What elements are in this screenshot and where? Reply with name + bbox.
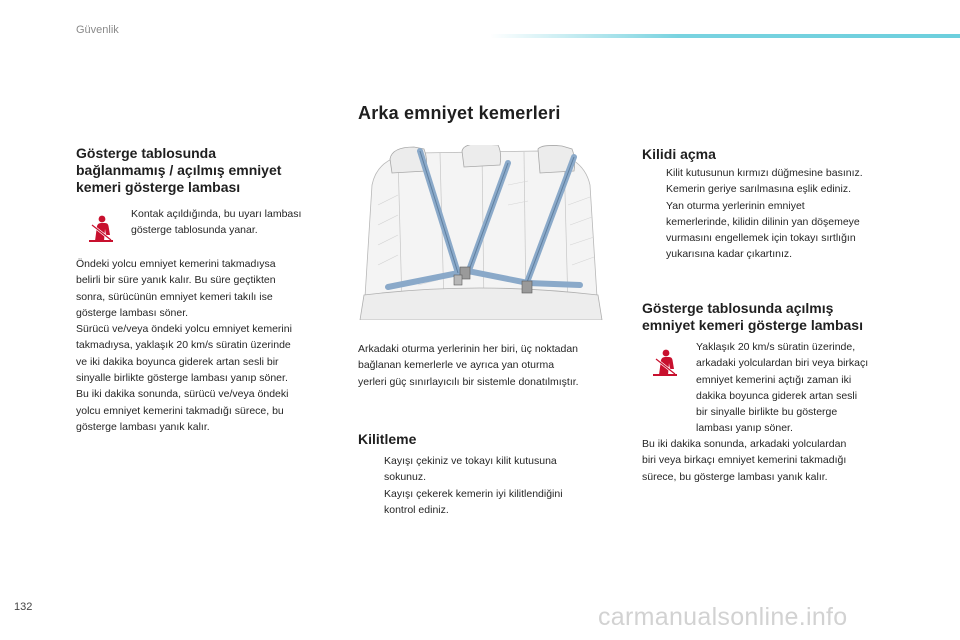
right-body-line: Bu iki dakika sonunda, arkadaki yolculardan bbox=[642, 438, 847, 450]
left-body bbox=[76, 256, 346, 435]
list-item-line: vurmasını engellemek için tokayı sırtlığın bbox=[666, 232, 856, 245]
right-intro bbox=[696, 339, 936, 437]
right-heading-2-line-2: emniyet kemeri gösterge lambası bbox=[642, 317, 863, 333]
left-heading-line-2: bağlanmamış / açılmış emniyet bbox=[76, 162, 282, 178]
list-item-line: Kayışı çekerek kemerin iyi kilitlendiğini bbox=[384, 487, 563, 500]
left-heading bbox=[76, 145, 336, 196]
right-intro-line: emniyet kemerini açtığı zaman iki bbox=[696, 373, 852, 386]
left-body-line: Bu iki dakika sonunda, sürücü ve/veya öndeki bbox=[76, 388, 289, 401]
list-item-line: sokunuz. bbox=[384, 471, 427, 484]
left-heading-line-3: kemeri gösterge lambası bbox=[76, 179, 241, 195]
list-item bbox=[644, 165, 934, 181]
right-heading-2-line-1: Gösterge tablosunda açılmış bbox=[642, 300, 834, 316]
left-body-line: belirli bir süre yanık kalır. Bu süre geçtikten bbox=[76, 274, 276, 287]
left-body-line: gösterge lambası yanık kalır. bbox=[76, 420, 210, 433]
left-intro-line-2: gösterge tablosunda yanar. bbox=[131, 224, 258, 237]
seatbelt-warning-icon bbox=[650, 348, 680, 383]
left-body-line: yolcu emniyet kemerini takmadığı sürece, bu bbox=[76, 404, 284, 417]
caption-line: Arkadaki oturma yerlerinin her biri, üç noktadan bbox=[358, 343, 579, 355]
section-label: Güvenlik bbox=[76, 24, 119, 36]
right-body-line: biri veya birkaçı emniyet kemerini takmadığı bbox=[642, 454, 847, 467]
kilitleme-heading: Kilitleme bbox=[358, 431, 417, 447]
right-intro-line: bir sinyalle birlikte bu gösterge bbox=[696, 406, 838, 419]
left-intro-line-1: Kontak açıldığında, bu uyarı lambası bbox=[131, 208, 302, 220]
right-intro-line: dakika boyunca giderek artan sesli bbox=[696, 389, 858, 402]
seatbelt-warning-icon bbox=[86, 214, 116, 249]
left-body-line: takmadıysa, yaklaşık 20 km/s süratin üzerinde bbox=[76, 339, 291, 352]
kilidi-list bbox=[644, 165, 934, 263]
right-intro-line: Yaklaşık 20 km/s süratin üzerinde, bbox=[696, 341, 856, 353]
left-body-line: gösterge lambası söner. bbox=[76, 306, 189, 319]
left-body-line: sinyalle birlikte gösterge lambası yanıp söner. bbox=[76, 372, 288, 385]
list-item-line: kemerlerinde, kilidin dilinin yan döşemeye bbox=[666, 215, 860, 228]
middle-caption bbox=[358, 341, 628, 390]
list-item bbox=[362, 453, 622, 486]
right-intro-line: lambası yanıp söner. bbox=[696, 422, 793, 435]
list-item bbox=[644, 198, 934, 263]
right-body-line: sürece, bu gösterge lambası yanık kalır. bbox=[642, 470, 828, 483]
left-heading-line-1: Gösterge tablosunda bbox=[76, 145, 217, 161]
watermark: carmanualsonline.info bbox=[598, 603, 848, 631]
list-item-line: yukarısına kadar çıkartınız. bbox=[666, 248, 793, 261]
kilitleme-list bbox=[362, 453, 622, 518]
header-accent-bar bbox=[490, 34, 960, 38]
list-item bbox=[644, 181, 934, 197]
right-intro-line: arkadaki yolculardan biri veya birkaçı bbox=[696, 357, 869, 370]
rear-seatbelt-illustration bbox=[358, 145, 606, 320]
left-intro bbox=[131, 206, 341, 239]
list-item-line: Kemerin geriye sarılmasına eşlik ediniz. bbox=[666, 183, 851, 196]
list-item-line: kontrol ediniz. bbox=[384, 503, 449, 516]
page-title: Arka emniyet kemerleri bbox=[358, 103, 561, 123]
list-item-line: Yan oturma yerlerinin emniyet bbox=[666, 199, 805, 212]
list-item bbox=[362, 486, 622, 519]
right-heading-2 bbox=[642, 300, 942, 334]
right-body bbox=[642, 436, 932, 485]
kilidi-heading: Kilidi açma bbox=[642, 146, 716, 162]
left-body-line: ve iki dakika boyunca giderek artan sesli bir bbox=[76, 355, 279, 368]
list-item-line: Kayışı çekiniz ve tokayı kilit kutusuna bbox=[384, 455, 557, 467]
left-body-line: Öndeki yolcu emniyet kemerini takmadıysa bbox=[76, 258, 276, 270]
left-body-line: sonra, sürücünün emniyet kemeri takılı ise bbox=[76, 290, 273, 303]
left-body-line: Sürücü ve/veya öndeki yolcu emniyet kemerini bbox=[76, 323, 292, 336]
list-item-line: Kilit kutusunun kırmızı düğmesine basınız. bbox=[666, 167, 863, 179]
page-number: 132 bbox=[14, 601, 33, 613]
caption-line: bağlanan kemerlerle ve ayrıca yan oturma bbox=[358, 359, 555, 372]
caption-line: yerleri güç sınırlayıcılı bir sistemle donatılmıştır. bbox=[358, 375, 579, 388]
